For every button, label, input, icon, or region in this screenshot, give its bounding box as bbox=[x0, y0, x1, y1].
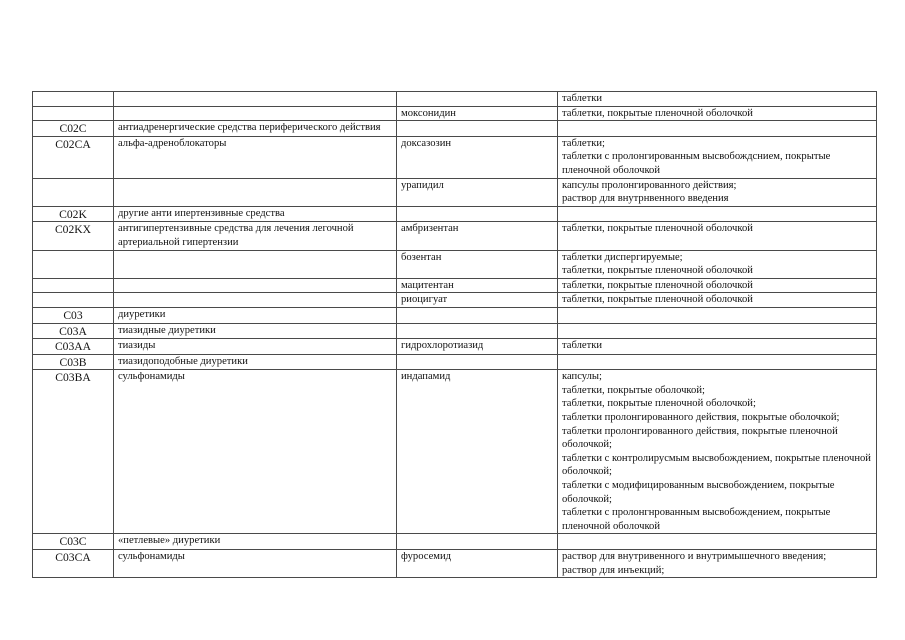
dosage-forms-cell bbox=[558, 550, 877, 578]
substance-cell: гидрохлоротиазид bbox=[397, 339, 558, 355]
dosage-form-line: таблетки, покрытые пленочной оболочкой bbox=[562, 265, 753, 277]
atc-code-cell: C03C bbox=[33, 534, 114, 550]
dosage-forms-cell bbox=[558, 121, 877, 137]
dosage-form-line: таблетки, покрытые оболочкой; bbox=[562, 384, 705, 396]
atc-code-cell: C03 bbox=[33, 307, 114, 323]
group-cell bbox=[114, 250, 397, 278]
table-row bbox=[33, 92, 877, 107]
substance-cell: риоцигуат bbox=[397, 293, 558, 308]
dosage-forms-cell bbox=[558, 106, 877, 121]
atc-code-cell: C02KX bbox=[33, 222, 114, 250]
table-row bbox=[33, 178, 877, 206]
substance-cell bbox=[397, 354, 558, 370]
dosage-forms-cell bbox=[558, 92, 877, 107]
table-row bbox=[33, 206, 877, 222]
atc-code-cell: C03CA bbox=[33, 550, 114, 578]
table-row bbox=[33, 278, 877, 293]
table-row bbox=[33, 550, 877, 578]
group-cell bbox=[114, 178, 397, 206]
dosage-form-line: таблетки диспергируемые; bbox=[562, 251, 683, 263]
dosage-form-line: таблетки с пролонгированным высвобождснием, покрытые пленочной оболочкой bbox=[562, 151, 831, 176]
substance-cell: индапамид bbox=[397, 370, 558, 534]
dosage-forms-cell bbox=[558, 370, 877, 534]
dosage-form-line: таблетки, покрытые пленочной оболочкой bbox=[562, 279, 753, 291]
substance-cell: фуросемид bbox=[397, 550, 558, 578]
dosage-forms-cell bbox=[558, 534, 877, 550]
substance-cell bbox=[397, 323, 558, 339]
dosage-forms-cell bbox=[558, 307, 877, 323]
atc-code-cell: C02CA bbox=[33, 136, 114, 178]
dosage-form-line: таблетки, покрытые пленочной оболочкой bbox=[562, 294, 753, 306]
group-cell: антиадренергические средства периферического действия bbox=[114, 121, 397, 137]
substance-cell: бозентан bbox=[397, 250, 558, 278]
drug-table bbox=[32, 91, 877, 578]
atc-code-cell: C02K bbox=[33, 206, 114, 222]
atc-code-cell: C02C bbox=[33, 121, 114, 137]
group-cell: альфа-адреноблокаторы bbox=[114, 136, 397, 178]
substance-cell bbox=[397, 92, 558, 107]
group-cell: тиазидные диуретики bbox=[114, 323, 397, 339]
atc-code-cell bbox=[33, 278, 114, 293]
group-cell: диуретики bbox=[114, 307, 397, 323]
table-row bbox=[33, 136, 877, 178]
substance-cell bbox=[397, 206, 558, 222]
substance-cell: доксазозин bbox=[397, 136, 558, 178]
table-row bbox=[33, 354, 877, 370]
dosage-form-line: таблетки bbox=[562, 340, 603, 352]
table-row bbox=[33, 121, 877, 137]
dosage-forms-cell bbox=[558, 354, 877, 370]
substance-cell: мацитентан bbox=[397, 278, 558, 293]
substance-cell: амбризентан bbox=[397, 222, 558, 250]
dosage-form-line: капсулы; bbox=[562, 371, 602, 383]
group-cell bbox=[114, 106, 397, 121]
dosage-form-line: таблетки, покрытые пленочной оболочкой bbox=[562, 107, 753, 119]
table-row bbox=[33, 307, 877, 323]
dosage-form-line: таблетки bbox=[562, 93, 603, 104]
dosage-form-line: таблетки с модифицированным высвобождением, покрытые оболочкой; bbox=[562, 480, 835, 505]
dosage-form-line: таблетки пролонгированного действия, покрытые оболочкой; bbox=[562, 412, 840, 424]
dosage-form-line: раствор для внутрнвенного введения bbox=[562, 193, 729, 205]
atc-code-cell bbox=[33, 92, 114, 107]
dosage-forms-cell bbox=[558, 136, 877, 178]
dosage-forms-cell bbox=[558, 323, 877, 339]
table-row bbox=[33, 222, 877, 250]
table-row bbox=[33, 323, 877, 339]
group-cell bbox=[114, 278, 397, 293]
table-row bbox=[33, 339, 877, 355]
substance-cell bbox=[397, 121, 558, 137]
atc-code-cell bbox=[33, 106, 114, 121]
dosage-forms-cell bbox=[558, 206, 877, 222]
table-row bbox=[33, 370, 877, 534]
dosage-form-line: таблетки пролонгированного действия, покрытые пленочной оболочкой; bbox=[562, 425, 838, 451]
group-cell bbox=[114, 293, 397, 308]
dosage-forms-cell bbox=[558, 222, 877, 250]
atc-code-cell bbox=[33, 178, 114, 206]
table-row bbox=[33, 293, 877, 308]
substance-cell bbox=[397, 534, 558, 550]
atc-code-cell: C03A bbox=[33, 323, 114, 339]
dosage-forms-cell bbox=[558, 339, 877, 355]
dosage-forms-cell bbox=[558, 178, 877, 206]
dosage-form-line: таблетки с контролирусмым высвобождением, покрытые пленочной оболочкой; bbox=[562, 452, 871, 478]
group-cell: тиазидоподобные диуретики bbox=[114, 354, 397, 370]
table-row bbox=[33, 106, 877, 121]
dosage-forms-cell bbox=[558, 278, 877, 293]
dosage-form-line: капсулы пролонгированного действия; bbox=[562, 179, 737, 191]
dosage-form-line: таблетки, покрытые пленочной оболочкой bbox=[562, 223, 753, 235]
dosage-form-line: раствор для инъекций; bbox=[562, 564, 665, 576]
group-cell: тиазиды bbox=[114, 339, 397, 355]
substance-cell: урапидил bbox=[397, 178, 558, 206]
dosage-form-line: таблетки; bbox=[562, 137, 605, 149]
dosage-forms-cell bbox=[558, 250, 877, 278]
substance-cell bbox=[397, 307, 558, 323]
dosage-form-line: раствор для внутривенного и внутримышечного введения; bbox=[562, 551, 827, 562]
group-cell bbox=[114, 92, 397, 107]
atc-code-cell: C03AA bbox=[33, 339, 114, 355]
atc-code-cell bbox=[33, 250, 114, 278]
group-cell: сульфонамиды bbox=[114, 370, 397, 534]
group-cell: «петлевые» диуретики bbox=[114, 534, 397, 550]
group-cell: антигипертензивные средства для лечения легочной артериальной гипертензии bbox=[114, 222, 397, 250]
group-cell: другие анти ипертензивные средства bbox=[114, 206, 397, 222]
atc-code-cell bbox=[33, 293, 114, 308]
dosage-form-line: таблетки, покрытые пленочной оболочкой; bbox=[562, 398, 756, 410]
atc-code-cell: C03BA bbox=[33, 370, 114, 534]
table-row bbox=[33, 534, 877, 550]
substance-cell: моксонидин bbox=[397, 106, 558, 121]
dosage-form-line: таблетки с пролонгнрованным высвобождением, покрытые пленочной оболочкой bbox=[562, 507, 831, 532]
table-row bbox=[33, 250, 877, 278]
group-cell: сульфонамиды bbox=[114, 550, 397, 578]
atc-code-cell: C03B bbox=[33, 354, 114, 370]
dosage-forms-cell bbox=[558, 293, 877, 308]
